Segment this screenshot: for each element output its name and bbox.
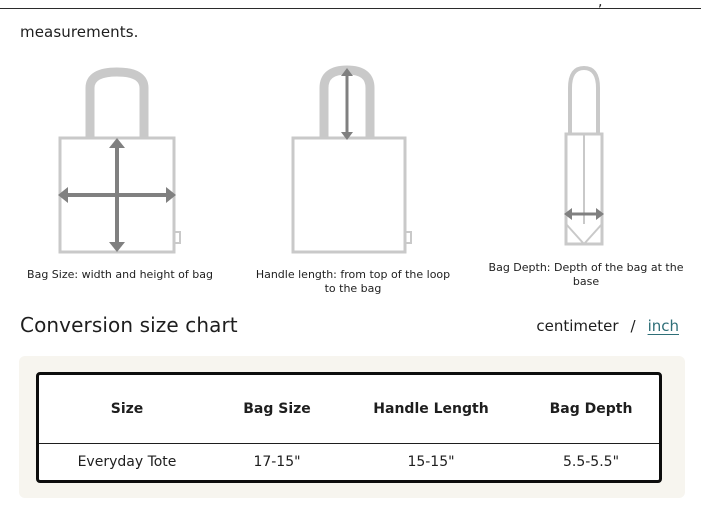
bag-depth-caption: Bag Depth: Depth of the bag at the base <box>488 261 684 288</box>
table-row <box>39 444 659 480</box>
bag-size-caption: Bag Size: width and height of bag <box>27 268 213 281</box>
handle-length-caption: Handle length: from top of the loop to the bag <box>255 268 451 295</box>
size-table-panel <box>19 356 685 498</box>
header-size: Size <box>39 375 215 444</box>
unit-centimeter-option[interactable]: centimeter <box>536 317 619 335</box>
header-bag-size: Bag Size <box>215 375 339 444</box>
top-divider <box>0 8 701 9</box>
unit-toggle <box>536 317 679 335</box>
table-header-row <box>39 375 659 444</box>
conversion-chart-title: Conversion size chart <box>20 313 238 337</box>
cell-size: Everyday Tote <box>77 454 177 470</box>
intro-text: measurements. <box>20 23 139 41</box>
bag-size-diagram-icon <box>52 64 184 256</box>
unit-separator: / <box>630 317 636 335</box>
cell-bag-size: 17-15" <box>253 454 301 470</box>
cell-bag-depth: 5.5-5.5" <box>562 454 620 470</box>
unit-inch-link[interactable]: inch <box>647 317 679 335</box>
header-bag-depth: Bag Depth <box>523 375 659 444</box>
size-table <box>36 372 662 483</box>
top-text-fragment: , <box>598 0 603 10</box>
bag-depth-diagram-icon <box>555 64 615 250</box>
cell-handle-length: 15-15" <box>407 454 455 470</box>
handle-length-diagram-icon <box>285 64 417 256</box>
header-handle-length: Handle Length <box>339 375 523 444</box>
